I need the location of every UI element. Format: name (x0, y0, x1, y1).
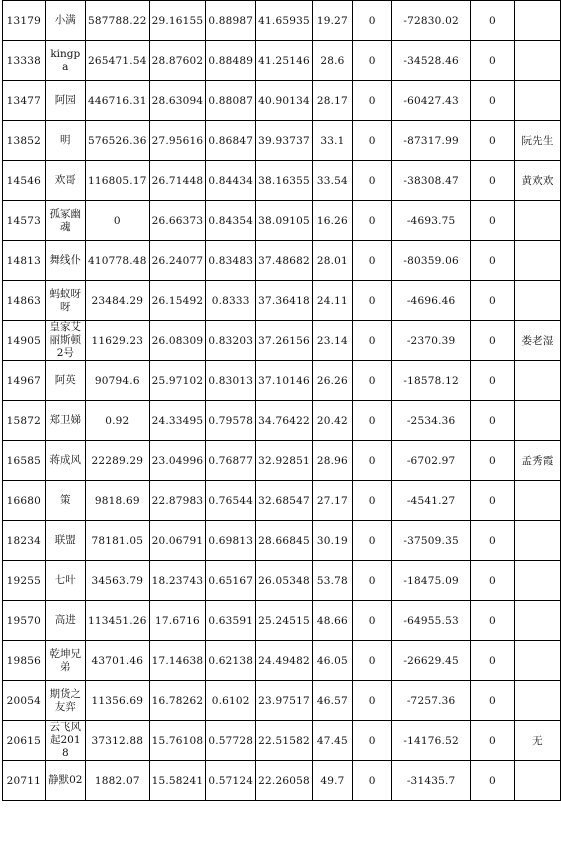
ratio-cell: 0.8333 (206, 281, 256, 321)
remark-cell (515, 361, 561, 401)
profit-cell: -26629.45 (392, 641, 471, 681)
amount-cell: 43701.46 (86, 641, 150, 681)
value-b-cell: 37.10146 (256, 361, 313, 401)
value-a-cell: 18.23743 (149, 561, 206, 601)
profit-cell: -7257.36 (392, 681, 471, 721)
zero2-cell: 0 (470, 721, 514, 761)
remark-cell (515, 761, 561, 801)
value-a-cell: 20.06791 (149, 521, 206, 561)
id-cell: 13338 (3, 41, 46, 81)
table-row (3, 241, 561, 281)
amount-cell: 37312.88 (86, 721, 150, 761)
remark-cell: 孟秀霞 (515, 441, 561, 481)
value-a-cell: 28.63094 (149, 81, 206, 121)
percent-cell: 24.11 (312, 281, 352, 321)
remark-cell: 阮先生 (515, 121, 561, 161)
amount-cell: 9818.69 (86, 481, 150, 521)
ratio-cell: 0.83013 (206, 361, 256, 401)
zero2-cell: 0 (470, 321, 514, 361)
remark-cell (515, 1, 561, 41)
amount-cell: 116805.17 (86, 161, 150, 201)
value-b-cell: 22.26058 (256, 761, 313, 801)
table-row (3, 521, 561, 561)
amount-cell: 113451.26 (86, 601, 150, 641)
id-cell: 14573 (3, 201, 46, 241)
name-cell: 小满 (45, 1, 85, 41)
name-cell: kingpa (45, 41, 85, 81)
remark-cell (515, 401, 561, 441)
zero-cell: 0 (352, 481, 391, 521)
zero-cell: 0 (352, 161, 391, 201)
id-cell: 20615 (3, 721, 46, 761)
id-cell: 16585 (3, 441, 46, 481)
value-a-cell: 26.24077 (149, 241, 206, 281)
name-cell: 明 (45, 121, 85, 161)
zero2-cell: 0 (470, 681, 514, 721)
percent-cell: 46.57 (312, 681, 352, 721)
table-row (3, 441, 561, 481)
ratio-cell: 0.69813 (206, 521, 256, 561)
zero-cell: 0 (352, 41, 391, 81)
profit-cell: -72830.02 (392, 1, 471, 41)
amount-cell: 11356.69 (86, 681, 150, 721)
amount-cell: 90794.6 (86, 361, 150, 401)
zero2-cell: 0 (470, 401, 514, 441)
zero2-cell: 0 (470, 81, 514, 121)
amount-cell: 587788.22 (86, 1, 150, 41)
amount-cell: 446716.31 (86, 81, 150, 121)
profit-cell: -4693.75 (392, 201, 471, 241)
ranking-table (2, 0, 561, 801)
amount-cell: 23484.29 (86, 281, 150, 321)
value-b-cell: 37.26156 (256, 321, 313, 361)
amount-cell: 22289.29 (86, 441, 150, 481)
profit-cell: -18475.09 (392, 561, 471, 601)
remark-cell (515, 561, 561, 601)
zero2-cell: 0 (470, 601, 514, 641)
name-cell: 欢哥 (45, 161, 85, 201)
ratio-cell: 0.6102 (206, 681, 256, 721)
profit-cell: -4696.46 (392, 281, 471, 321)
table-row (3, 481, 561, 521)
remark-cell (515, 201, 561, 241)
amount-cell: 410778.48 (86, 241, 150, 281)
zero-cell: 0 (352, 81, 391, 121)
percent-cell: 28.01 (312, 241, 352, 281)
amount-cell: 576526.36 (86, 121, 150, 161)
name-cell: 郑卫娣 (45, 401, 85, 441)
ratio-cell: 0.86847 (206, 121, 256, 161)
ratio-cell: 0.76544 (206, 481, 256, 521)
value-a-cell: 23.04996 (149, 441, 206, 481)
zero2-cell: 0 (470, 361, 514, 401)
value-a-cell: 15.58241 (149, 761, 206, 801)
id-cell: 19255 (3, 561, 46, 601)
ratio-cell: 0.63591 (206, 601, 256, 641)
value-b-cell: 22.51582 (256, 721, 313, 761)
ratio-cell: 0.79578 (206, 401, 256, 441)
percent-cell: 28.17 (312, 81, 352, 121)
profit-cell: -34528.46 (392, 41, 471, 81)
zero2-cell: 0 (470, 201, 514, 241)
value-b-cell: 37.36418 (256, 281, 313, 321)
table-row (3, 601, 561, 641)
amount-cell: 11629.23 (86, 321, 150, 361)
remark-cell (515, 241, 561, 281)
name-cell: 蒋成风 (45, 441, 85, 481)
percent-cell: 49.7 (312, 761, 352, 801)
name-cell: 高进 (45, 601, 85, 641)
value-a-cell: 22.87983 (149, 481, 206, 521)
id-cell: 19856 (3, 641, 46, 681)
zero-cell: 0 (352, 641, 391, 681)
ratio-cell: 0.84434 (206, 161, 256, 201)
value-b-cell: 41.25146 (256, 41, 313, 81)
profit-cell: -87317.99 (392, 121, 471, 161)
zero-cell: 0 (352, 1, 391, 41)
table-row (3, 1, 561, 41)
remark-cell: 无 (515, 721, 561, 761)
ratio-cell: 0.88087 (206, 81, 256, 121)
id-cell: 13477 (3, 81, 46, 121)
percent-cell: 28.6 (312, 41, 352, 81)
zero2-cell: 0 (470, 561, 514, 601)
zero-cell: 0 (352, 561, 391, 601)
profit-cell: -14176.52 (392, 721, 471, 761)
remark-cell (515, 641, 561, 681)
id-cell: 14813 (3, 241, 46, 281)
value-a-cell: 17.6716 (149, 601, 206, 641)
amount-cell: 265471.54 (86, 41, 150, 81)
id-cell: 18234 (3, 521, 46, 561)
value-b-cell: 38.16355 (256, 161, 313, 201)
profit-cell: -4541.27 (392, 481, 471, 521)
zero-cell: 0 (352, 241, 391, 281)
id-cell: 20054 (3, 681, 46, 721)
remark-cell (515, 81, 561, 121)
name-cell: 孤冢幽魂 (45, 201, 85, 241)
zero-cell: 0 (352, 121, 391, 161)
remark-cell (515, 681, 561, 721)
table-row (3, 121, 561, 161)
profit-cell: -2370.39 (392, 321, 471, 361)
table-row (3, 761, 561, 801)
zero-cell: 0 (352, 681, 391, 721)
profit-cell: -37509.35 (392, 521, 471, 561)
remark-cell: 黄欢欢 (515, 161, 561, 201)
profit-cell: -31435.7 (392, 761, 471, 801)
table-row (3, 281, 561, 321)
zero-cell: 0 (352, 281, 391, 321)
zero2-cell: 0 (470, 521, 514, 561)
ratio-cell: 0.88489 (206, 41, 256, 81)
amount-cell: 34563.79 (86, 561, 150, 601)
percent-cell: 48.66 (312, 601, 352, 641)
remark-cell (515, 521, 561, 561)
value-a-cell: 29.16155 (149, 1, 206, 41)
value-a-cell: 15.76108 (149, 721, 206, 761)
table-row (3, 81, 561, 121)
name-cell: 策 (45, 481, 85, 521)
value-b-cell: 24.49482 (256, 641, 313, 681)
percent-cell: 33.54 (312, 161, 352, 201)
ratio-cell: 0.57124 (206, 761, 256, 801)
zero-cell: 0 (352, 601, 391, 641)
ratio-cell: 0.62138 (206, 641, 256, 681)
id-cell: 14546 (3, 161, 46, 201)
name-cell: 舞线仆 (45, 241, 85, 281)
amount-cell: 0.92 (86, 401, 150, 441)
name-cell: 皇家艾丽斯顿2号 (45, 321, 85, 361)
value-a-cell: 17.14638 (149, 641, 206, 681)
value-a-cell: 25.97102 (149, 361, 206, 401)
ratio-cell: 0.65167 (206, 561, 256, 601)
remark-cell (515, 41, 561, 81)
percent-cell: 47.45 (312, 721, 352, 761)
zero2-cell: 0 (470, 121, 514, 161)
percent-cell: 23.14 (312, 321, 352, 361)
value-b-cell: 32.92851 (256, 441, 313, 481)
zero-cell: 0 (352, 361, 391, 401)
percent-cell: 19.27 (312, 1, 352, 41)
percent-cell: 28.96 (312, 441, 352, 481)
value-a-cell: 28.87602 (149, 41, 206, 81)
profit-cell: -80359.06 (392, 241, 471, 281)
amount-cell: 1882.07 (86, 761, 150, 801)
value-a-cell: 26.08309 (149, 321, 206, 361)
ratio-cell: 0.88987 (206, 1, 256, 41)
value-b-cell: 23.97517 (256, 681, 313, 721)
name-cell: 阿英 (45, 361, 85, 401)
zero2-cell: 0 (470, 241, 514, 281)
value-a-cell: 24.33495 (149, 401, 206, 441)
value-b-cell: 34.76422 (256, 401, 313, 441)
value-a-cell: 27.95616 (149, 121, 206, 161)
table-row (3, 361, 561, 401)
value-b-cell: 38.09105 (256, 201, 313, 241)
id-cell: 13179 (3, 1, 46, 41)
zero-cell: 0 (352, 321, 391, 361)
zero-cell: 0 (352, 201, 391, 241)
value-b-cell: 25.24515 (256, 601, 313, 641)
name-cell: 七叶 (45, 561, 85, 601)
table-row (3, 641, 561, 681)
amount-cell: 78181.05 (86, 521, 150, 561)
profit-cell: -6702.97 (392, 441, 471, 481)
percent-cell: 26.26 (312, 361, 352, 401)
table-row (3, 161, 561, 201)
zero-cell: 0 (352, 761, 391, 801)
value-a-cell: 26.71448 (149, 161, 206, 201)
profit-cell: -60427.43 (392, 81, 471, 121)
table-body (3, 1, 561, 801)
name-cell: 静默02 (45, 761, 85, 801)
table-row (3, 41, 561, 81)
profit-cell: -64955.53 (392, 601, 471, 641)
zero-cell: 0 (352, 441, 391, 481)
zero-cell: 0 (352, 721, 391, 761)
ratio-cell: 0.84354 (206, 201, 256, 241)
value-b-cell: 39.93737 (256, 121, 313, 161)
name-cell: 蚂蚁呀呀 (45, 281, 85, 321)
id-cell: 15872 (3, 401, 46, 441)
zero2-cell: 0 (470, 41, 514, 81)
percent-cell: 33.1 (312, 121, 352, 161)
table-row (3, 681, 561, 721)
zero2-cell: 0 (470, 161, 514, 201)
ratio-cell: 0.57728 (206, 721, 256, 761)
name-cell: 阿园 (45, 81, 85, 121)
name-cell: 期货之友弈 (45, 681, 85, 721)
name-cell: 云飞风起2018 (45, 721, 85, 761)
id-cell: 14967 (3, 361, 46, 401)
value-b-cell: 28.66845 (256, 521, 313, 561)
remark-cell (515, 601, 561, 641)
name-cell: 联盟 (45, 521, 85, 561)
value-a-cell: 16.78262 (149, 681, 206, 721)
ratio-cell: 0.83483 (206, 241, 256, 281)
id-cell: 19570 (3, 601, 46, 641)
percent-cell: 27.17 (312, 481, 352, 521)
zero2-cell: 0 (470, 641, 514, 681)
zero2-cell: 0 (470, 481, 514, 521)
percent-cell: 53.78 (312, 561, 352, 601)
value-a-cell: 26.66373 (149, 201, 206, 241)
id-cell: 16680 (3, 481, 46, 521)
table-row (3, 201, 561, 241)
ratio-cell: 0.76877 (206, 441, 256, 481)
remark-cell (515, 481, 561, 521)
value-b-cell: 26.05348 (256, 561, 313, 601)
table-row (3, 721, 561, 761)
profit-cell: -18578.12 (392, 361, 471, 401)
percent-cell: 30.19 (312, 521, 352, 561)
value-b-cell: 32.68547 (256, 481, 313, 521)
zero-cell: 0 (352, 401, 391, 441)
name-cell: 乾坤兄弟 (45, 641, 85, 681)
id-cell: 14863 (3, 281, 46, 321)
value-b-cell: 37.48682 (256, 241, 313, 281)
zero2-cell: 0 (470, 281, 514, 321)
zero2-cell: 0 (470, 761, 514, 801)
zero-cell: 0 (352, 521, 391, 561)
remark-cell: 娄老湿 (515, 321, 561, 361)
remark-cell (515, 281, 561, 321)
table-row (3, 321, 561, 361)
percent-cell: 20.42 (312, 401, 352, 441)
ratio-cell: 0.83203 (206, 321, 256, 361)
id-cell: 20711 (3, 761, 46, 801)
zero2-cell: 0 (470, 441, 514, 481)
percent-cell: 16.26 (312, 201, 352, 241)
table-row (3, 561, 561, 601)
id-cell: 13852 (3, 121, 46, 161)
profit-cell: -2534.36 (392, 401, 471, 441)
id-cell: 14905 (3, 321, 46, 361)
zero2-cell: 0 (470, 1, 514, 41)
amount-cell: 0 (86, 201, 150, 241)
profit-cell: -38308.47 (392, 161, 471, 201)
value-b-cell: 41.65935 (256, 1, 313, 41)
percent-cell: 46.05 (312, 641, 352, 681)
table-row (3, 401, 561, 441)
value-a-cell: 26.15492 (149, 281, 206, 321)
value-b-cell: 40.90134 (256, 81, 313, 121)
